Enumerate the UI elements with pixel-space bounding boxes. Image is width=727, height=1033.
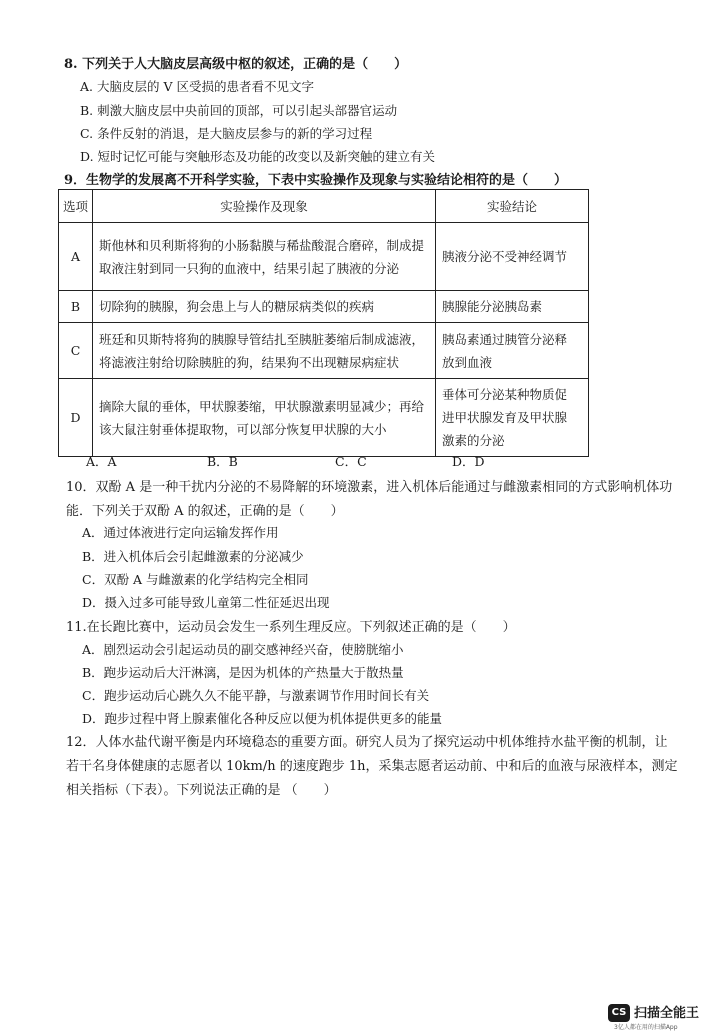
table-header-conclusion: 实验结论 xyxy=(436,190,589,223)
table-header-operation: 实验操作及现象 xyxy=(93,190,436,223)
row-operation xyxy=(93,323,436,379)
row-operation xyxy=(93,379,436,457)
operation-line: 摘除大鼠的垂体，甲状腺萎缩，甲状腺激素明显减少；再给 xyxy=(99,398,425,414)
question-8-stem: 8. 下列关于人大脑皮层高级中枢的叙述，正确的是（ ） xyxy=(64,57,408,72)
conclusion-line: 垂体可分泌某种物质促 xyxy=(442,387,568,402)
question-12-stem-line-3: 相关指标（下表）。下列说法正确的是 （ ） xyxy=(66,783,337,798)
question-9-choice-a: A．A xyxy=(86,454,117,469)
question-11-option-c: C．跑步运动后心跳久久不能平静，与激素调节作用时间长有关 xyxy=(82,688,430,703)
operation-line: 取液注射到同一只狗的血液中，结果引起了胰液的分泌 xyxy=(99,260,400,276)
watermark-brand-name: 扫描全能王 xyxy=(634,1006,700,1021)
row-conclusion xyxy=(436,323,589,379)
question-8-option-b: B. 刺激大脑皮层中央前回的顶部，可以引起头部器官运动 xyxy=(80,103,398,118)
question-9-choice-d: D．D xyxy=(452,454,485,469)
question-10-option-d: D．摄入过多可能导致儿童第二性征延迟出现 xyxy=(82,595,330,610)
row-conclusion xyxy=(436,291,589,323)
conclusion-line: 激素的分泌 xyxy=(442,433,505,448)
question-11-option-b: B．跑步运动后大汗淋漓，是因为机体的产热量大于散热量 xyxy=(82,665,404,680)
table-header-row xyxy=(59,190,589,223)
question-10-option-c: C．双酚 A 与雌激素的化学结构完全相同 xyxy=(82,572,309,587)
conclusion-line: 胰腺能分泌胰岛素 xyxy=(442,299,543,314)
table-row xyxy=(59,379,589,457)
question-11-stem: 11.在长跑比赛中，运动员会发生一系列生理反应。下列叙述正确的是（ ） xyxy=(66,620,516,635)
conclusion-line: 进甲状腺发育及甲状腺 xyxy=(442,410,568,425)
question-10-option-a: A．通过体液进行定向运输发挥作用 xyxy=(82,525,279,540)
row-option: C xyxy=(59,323,93,379)
operation-line: 将滤液注射给切除胰脏的狗，结果狗不出现糖尿病症状 xyxy=(99,354,400,370)
question-8-option-d: D. 短时记忆可能与突触形态及功能的改变以及新突触的建立有关 xyxy=(80,149,436,164)
conclusion-line: 胰液分泌不受神经调节 xyxy=(442,249,568,264)
question-9-choice-b: B．B xyxy=(207,454,238,469)
table-row xyxy=(59,323,589,379)
row-option: A xyxy=(59,223,93,291)
question-10-option-b: B．进入机体后会引起雌激素的分泌减少 xyxy=(82,549,304,564)
question-12-stem-line-2: 若干名身体健康的志愿者以 10km/h 的速度跑步 1h，采集志愿者运动前、中和后的血液与尿液样本，测定 xyxy=(66,759,678,774)
conclusion-line: 胰岛素通过胰管分泌释 xyxy=(442,331,568,347)
row-conclusion xyxy=(436,223,589,291)
question-11-option-a: A．剧烈运动会引起运动员的副交感神经兴奋，使膀胱缩小 xyxy=(82,642,404,657)
question-10-stem-line-2: 能．下列关于双酚 A 的叙述，正确的是（ ） xyxy=(66,504,344,519)
question-9-choice-c: C．C xyxy=(335,454,367,469)
question-8-option-a: A. 大脑皮层的 V 区受损的患者看不见文字 xyxy=(80,79,314,94)
watermark-tagline: 3亿人都在用的扫描App xyxy=(614,1024,678,1031)
question-8-option-c: C. 条件反射的消退，是大脑皮层参与的新的学习过程 xyxy=(80,126,373,141)
experiment-table xyxy=(58,189,589,457)
camscanner-logo-icon: CS xyxy=(608,1004,630,1022)
question-11-option-d: D．跑步过程中肾上腺素催化各种反应以便为机体提供更多的能量 xyxy=(82,711,443,726)
row-option: B xyxy=(59,291,93,323)
row-option: D xyxy=(59,379,93,457)
question-12-stem-line-1: 12．人体水盐代谢平衡是内环境稳态的重要方面。研究人员为了探究运动中机体维持水盐平衡的机制，让 xyxy=(66,735,668,750)
row-conclusion xyxy=(436,379,589,457)
operation-line: 斯他林和贝利斯将狗的小肠黏膜与稀盐酸混合磨碎，制成提 xyxy=(99,237,425,253)
operation-line: 切除狗的胰腺，狗会患上与人的糖尿病类似的疾病 xyxy=(99,299,375,314)
row-operation xyxy=(93,223,436,291)
table-row xyxy=(59,223,589,291)
conclusion-line: 放到血液 xyxy=(442,354,493,370)
question-9-stem: 9．生物学的发展离不开科学实验，下表中实验操作及现象与实验结论相符的是（ ） xyxy=(64,173,568,188)
operation-line: 该大鼠注射垂体提取物，可以部分恢复甲状腺的大小 xyxy=(99,421,387,437)
operation-line: 班廷和贝斯特将狗的胰腺导管结扎至胰脏萎缩后制成滤液， xyxy=(99,331,425,347)
table-header-option: 选项 xyxy=(59,190,93,223)
row-operation xyxy=(93,291,436,323)
question-10-stem-line-1: 10．双酚 A 是一种干扰内分泌的不易降解的环境激素，进入机体后能通过与雌激素相同的方式影响机体功 xyxy=(66,480,673,495)
table-row xyxy=(59,291,589,323)
